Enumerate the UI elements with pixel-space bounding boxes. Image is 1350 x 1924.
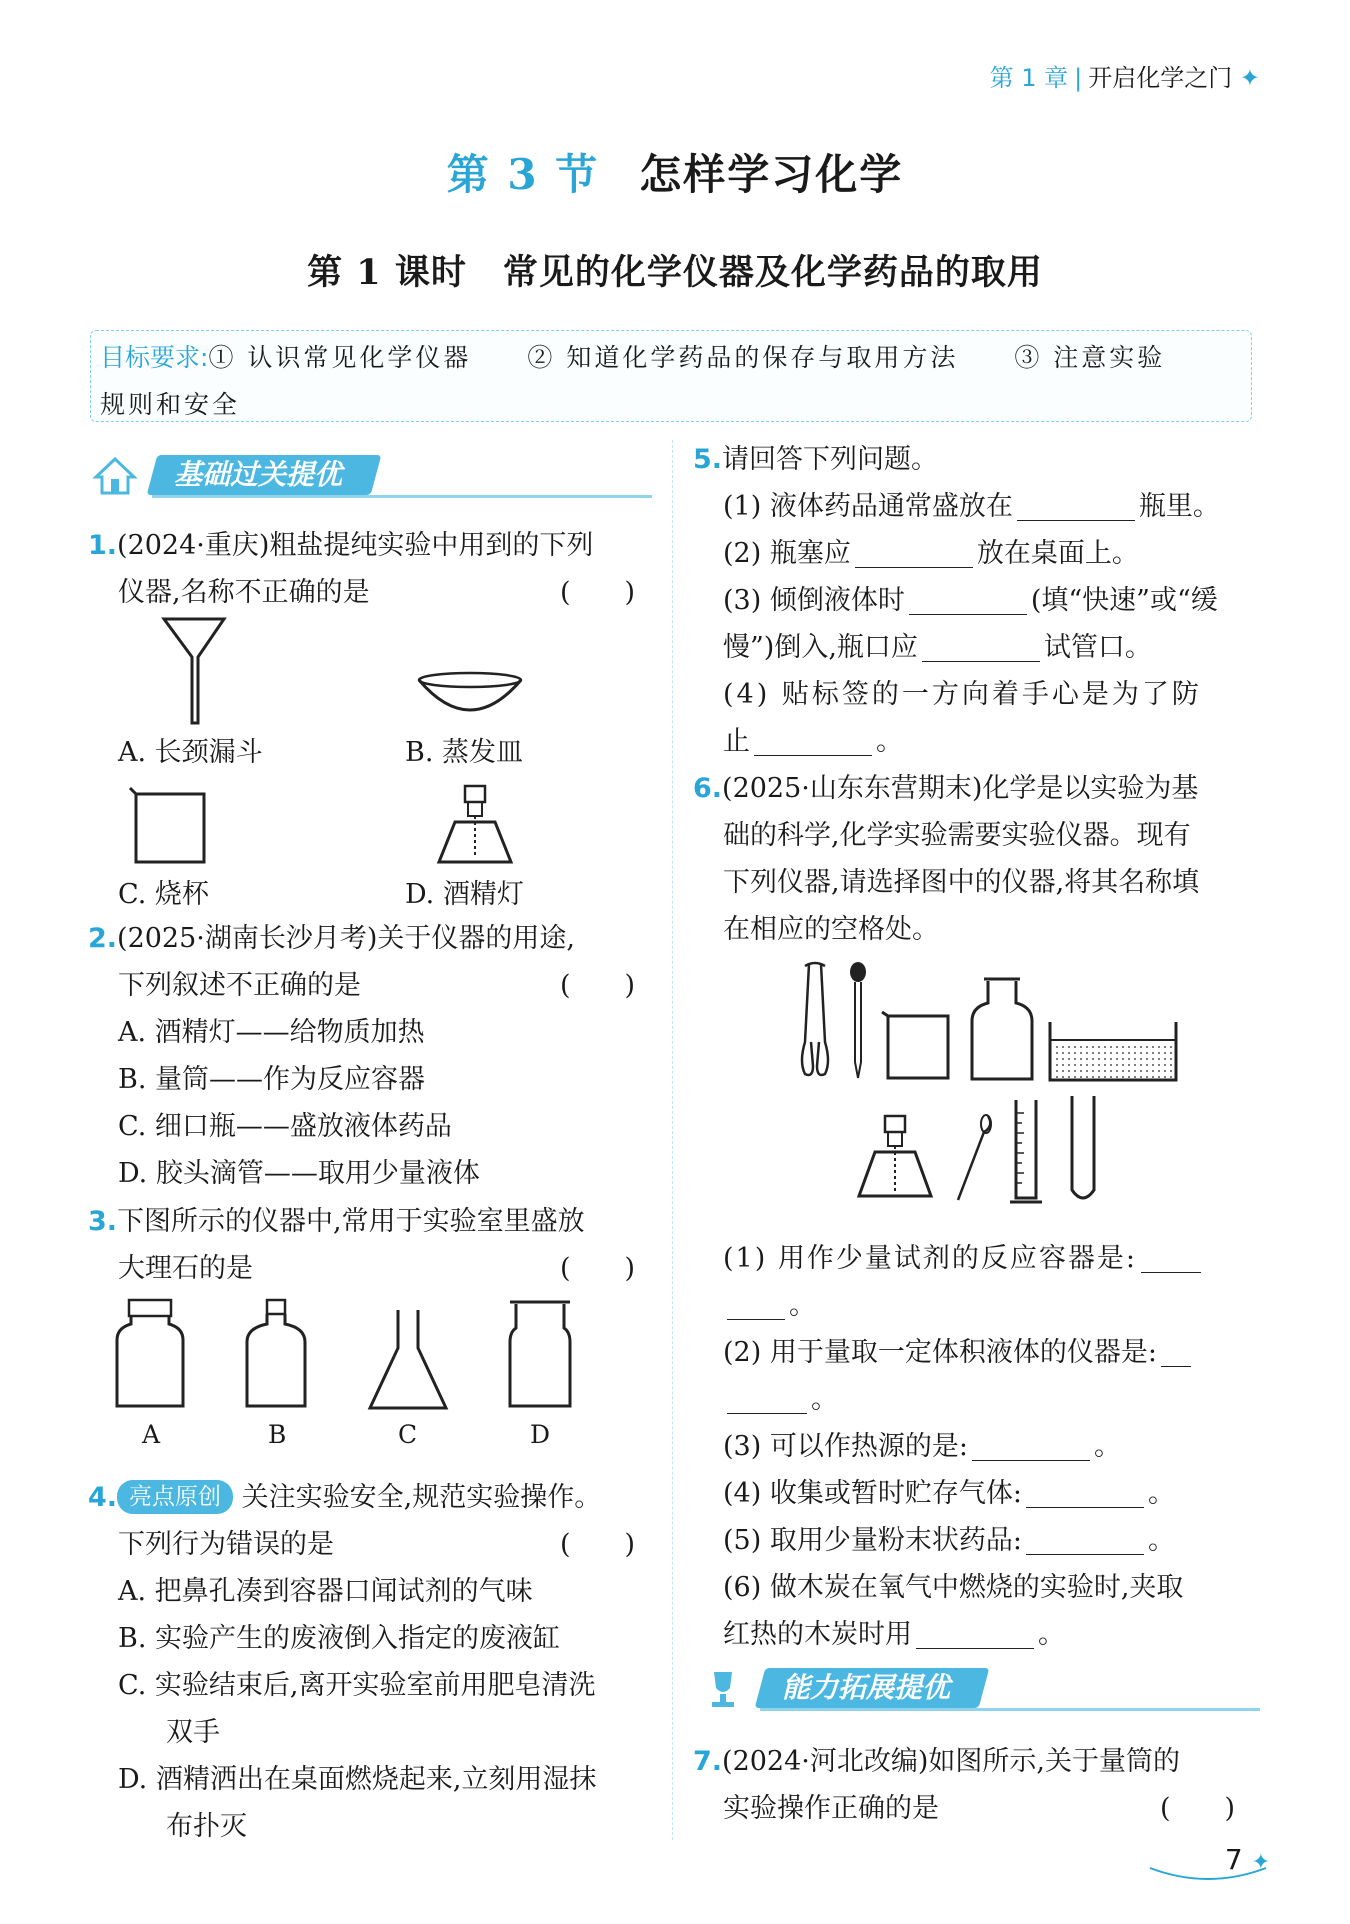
- q4-original-badge: 亮点原创: [117, 1480, 233, 1514]
- q2-line-1: 2.(2025·湖南长沙月考)关于仪器的用途,: [88, 923, 575, 954]
- q6-part-6-cont: 红热的木炭时用 。: [723, 1619, 1065, 1650]
- q3-number: 3.: [88, 1206, 118, 1237]
- q3-label-c[interactable]: C: [398, 1420, 418, 1449]
- q4-number: 4.: [88, 1482, 118, 1513]
- q2-answer-paren[interactable]: ( ): [560, 970, 636, 1001]
- q5-part-2: (2) 瓶塞应 放在桌面上。: [723, 538, 1139, 569]
- q6-part-2-cont: 。: [723, 1376, 838, 1423]
- section-number: 第 3 节: [446, 150, 600, 199]
- q5-part-4-cont: 止 。: [723, 726, 903, 757]
- beaker-illustration: [130, 788, 210, 868]
- q6-part-2: (2) 用于量取一定体积液体的仪器是:: [723, 1329, 1195, 1376]
- q3-answer-paren[interactable]: ( ): [560, 1253, 636, 1284]
- q6-blank-1-cont[interactable]: [727, 1318, 785, 1320]
- q5-part-4: (4) 贴标签的一方向着手心是为了防: [723, 679, 1202, 710]
- q6-blank-2[interactable]: [1161, 1365, 1191, 1367]
- q5-blank-2[interactable]: [855, 566, 973, 568]
- page-number-swoosh: [1148, 1864, 1268, 1884]
- column-divider: [672, 440, 673, 1840]
- q6-blank-5[interactable]: [1026, 1553, 1144, 1555]
- q3-label-a[interactable]: A: [142, 1420, 161, 1449]
- q1-option-c[interactable]: C. 烧杯: [118, 879, 209, 910]
- q6-line-4: 在相应的空格处。: [723, 914, 939, 945]
- q6-number: 6.: [693, 773, 723, 804]
- q3-line-1: 3.下图所示的仪器中,常用于实验室里盛放: [88, 1206, 585, 1237]
- q2-line-2: 下列叙述不正确的是: [118, 970, 361, 1001]
- q7-answer-paren[interactable]: ( ): [1160, 1793, 1236, 1824]
- q3-label-b[interactable]: B: [268, 1420, 287, 1449]
- q1-option-a[interactable]: A. 长颈漏斗: [118, 737, 263, 768]
- gas-jar-illustration: [508, 1298, 572, 1410]
- banner-basic: 基础过关提优: [92, 455, 652, 499]
- graduated-cylinder-illustration: [1010, 1098, 1042, 1206]
- q1-line-1: 1.(2024·重庆)粗盐提纯实验中用到的下列: [88, 530, 594, 561]
- wide-mouth-bottle-illustration: [115, 1298, 185, 1410]
- water-trough-illustration: [1048, 1020, 1178, 1082]
- q2-option-b[interactable]: B. 量筒——作为反应容器: [118, 1064, 426, 1095]
- goals-label: 目标要求:: [100, 343, 209, 372]
- q5-part-3-cont: 慢”)倒入,瓶口应 试管口。: [723, 632, 1152, 663]
- q3-line-2: 大理石的是: [118, 1253, 253, 1284]
- house-icon: [92, 455, 138, 497]
- dropper-illustration: [848, 962, 868, 1082]
- q6-part-3: (3) 可以作热源的是: 。: [723, 1431, 1121, 1462]
- q5-stem: 5.请回答下列问题。: [693, 444, 939, 475]
- q6-line-3: 下列仪器,请选择图中的仪器,将其名称填: [723, 867, 1200, 898]
- crucible-tongs-illustration: [795, 962, 835, 1080]
- q5-blank-4[interactable]: [922, 660, 1040, 662]
- q3-label-d[interactable]: D: [530, 1420, 551, 1449]
- q6-part-1-cont: 。: [723, 1282, 816, 1329]
- small-beaker-illustration: [882, 1012, 952, 1082]
- q7-number: 7.: [693, 1746, 723, 1777]
- q4-option-c-cont: 双手: [166, 1717, 220, 1748]
- q2-option-c[interactable]: C. 细口瓶——盛放液体药品: [118, 1111, 452, 1142]
- q4-option-d[interactable]: D. 酒精洒出在桌面燃烧起来,立刻用湿抹: [118, 1764, 597, 1795]
- evaporating-dish-illustration: [415, 670, 525, 730]
- q6-blank-6[interactable]: [916, 1647, 1034, 1649]
- narrow-mouth-bottle-illustration: [245, 1298, 307, 1410]
- gas-collecting-bottle-illustration: [970, 975, 1034, 1083]
- banner-ability: 能力拓展提优: [700, 1668, 1260, 1712]
- section-name: 怎样学习化学: [639, 150, 904, 199]
- sparkle-icon: ✦: [1239, 64, 1260, 92]
- q6-line-1: 6.(2025·山东东营期末)化学是以实验为基: [693, 773, 1199, 804]
- q6-blank-1[interactable]: [1141, 1271, 1201, 1273]
- q1-number: 1.: [88, 530, 118, 561]
- q2-option-a[interactable]: A. 酒精灯——给物质加热: [118, 1017, 425, 1048]
- funnel-illustration: [160, 615, 230, 730]
- lesson-subtitle: 第 1 课时 常见的化学仪器及化学药品的取用: [307, 252, 1043, 293]
- q4-line-2: 下列行为错误的是: [118, 1529, 334, 1560]
- test-tube-illustration: [1068, 1094, 1098, 1206]
- q6-part-4: (4) 收集或暂时贮存气体: 。: [723, 1478, 1175, 1509]
- q6-blank-3[interactable]: [972, 1459, 1090, 1461]
- q4-line-1: 4. 亮点原创 关注实验安全,规范实验操作。: [88, 1482, 602, 1513]
- q4-answer-paren[interactable]: ( ): [560, 1529, 636, 1560]
- q6-blank-4[interactable]: [1026, 1506, 1144, 1508]
- q7-line-2: 实验操作正确的是: [723, 1793, 939, 1824]
- q6-blank-2-cont[interactable]: [727, 1412, 807, 1414]
- q4-option-b[interactable]: B. 实验产生的废液倒入指定的废液缸: [118, 1623, 561, 1654]
- q4-option-c[interactable]: C. 实验结束后,离开实验室前用肥皂清洗: [118, 1670, 596, 1701]
- q6-part-1: (1) 用作少量试剂的反应容器是:: [723, 1235, 1205, 1282]
- q6-line-2: 础的科学,化学实验需要实验仪器。现有: [723, 820, 1191, 851]
- chapter-header: 第 1 章 | 开启化学之门 ✦: [989, 64, 1260, 92]
- q5-number: 5.: [693, 444, 723, 475]
- q5-part-3: (3) 倾倒液体时 (填“快速”或“缓: [723, 585, 1218, 616]
- q4-option-a[interactable]: A. 把鼻孔凑到容器口闻试剂的气味: [118, 1576, 533, 1607]
- q6-part-6: (6) 做木炭在氧气中燃烧的实验时,夹取: [723, 1572, 1184, 1603]
- q1-line-2: 仪器,名称不正确的是: [118, 577, 370, 608]
- q1-answer-paren[interactable]: ( ): [560, 577, 636, 608]
- goals-line-1: 目标要求:① 认识常见化学仪器 ② 知道化学药品的保存与取用方法 ③ 注意实验: [100, 343, 1166, 372]
- q1-option-b[interactable]: B. 蒸发皿: [405, 737, 524, 768]
- q4-option-d-cont: 布扑灭: [166, 1811, 247, 1842]
- page-number: 7 ✦: [1224, 1843, 1270, 1876]
- sparkle-icon: ✦: [1251, 1850, 1270, 1875]
- section-title: [0, 142, 1350, 202]
- alcohol-lamp-illustration: [435, 782, 515, 872]
- q6-part-5: (5) 取用少量粉末状药品: 。: [723, 1525, 1175, 1556]
- medicine-spoon-illustration: [950, 1112, 995, 1207]
- q7-line-1: 7.(2024·河北改编)如图所示,关于量筒的: [693, 1746, 1180, 1777]
- goals-line-2: 规则和安全: [100, 390, 241, 419]
- q5-blank-1[interactable]: [1017, 519, 1135, 521]
- q5-blank-3[interactable]: [909, 613, 1027, 615]
- q2-option-d[interactable]: D. 胶头滴管——取用少量液体: [118, 1158, 480, 1189]
- chapter-title: 开启化学之门: [1088, 64, 1233, 92]
- q2-number: 2.: [88, 923, 118, 954]
- chapter-number: 第 1 章: [989, 64, 1069, 92]
- q1-option-d[interactable]: D. 酒精灯: [405, 879, 524, 910]
- alcohol-lamp-2-illustration: [855, 1112, 935, 1204]
- q5-blank-5[interactable]: [754, 754, 872, 756]
- trophy-icon: [700, 1668, 746, 1710]
- conical-flask-illustration: [368, 1308, 448, 1410]
- q5-part-1: (1) 液体药品通常盛放在 瓶里。: [723, 491, 1220, 522]
